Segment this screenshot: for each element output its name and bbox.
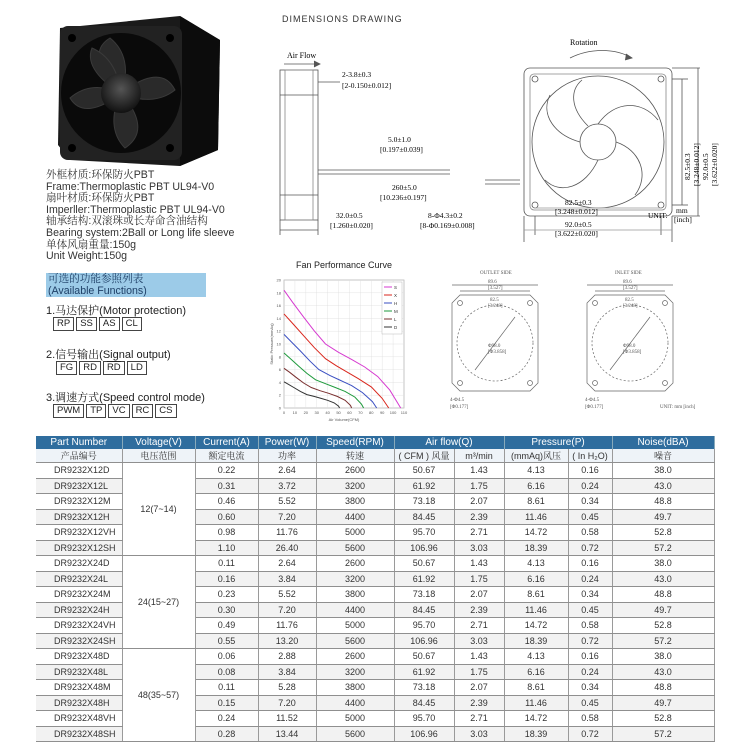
- legend-label: H: [394, 301, 398, 306]
- power-cell: 13.44: [258, 726, 316, 742]
- part-number-cell: DR9232X48SH: [36, 726, 122, 742]
- frame-width: 92.0±0.5: [565, 220, 592, 229]
- outlet-outer-width-inch: [3.527]: [488, 286, 503, 291]
- subheader: 电压范围: [122, 449, 195, 463]
- part-number-cell: DR9232X24D: [36, 556, 122, 572]
- inlet-side-label: INLET SIDE: [615, 271, 642, 276]
- speed-cell: 2600: [316, 463, 394, 479]
- speed-cell: 3800: [316, 680, 394, 696]
- table-row: [36, 649, 714, 665]
- inh2o-cell: 0.58: [568, 525, 612, 541]
- available-functions-title-en: (Available Functions): [48, 284, 147, 297]
- part-number-cell: DR9232X24VH: [36, 618, 122, 634]
- dimensions-drawing-title: DIMENSIONS DRAWING: [282, 14, 403, 24]
- inh2o-cell: 0.24: [568, 664, 612, 680]
- bearing-cn: 轴承结构:双滚珠或长寿命含油结构: [46, 215, 208, 228]
- power-cell: 3.72: [258, 478, 316, 494]
- cfm-cell: 106.96: [394, 540, 454, 556]
- mmaq-cell: 11.46: [504, 509, 568, 525]
- y-tick-label: 20: [276, 277, 281, 283]
- mmaq-cell: 18.39: [504, 726, 568, 742]
- mmaq-cell: 18.39: [504, 540, 568, 556]
- header-power: Power(W): [258, 436, 316, 449]
- noise-cell: 38.0: [612, 649, 714, 665]
- subheader: 产品编号: [36, 449, 122, 463]
- speed-cell: 5600: [316, 540, 394, 556]
- part-number-cell: DR9232X12VH: [36, 525, 122, 541]
- option-code: PWM: [53, 404, 84, 418]
- option-code: RD: [79, 361, 101, 375]
- power-cell: 7.20: [258, 695, 316, 711]
- power-cell: 11.76: [258, 525, 316, 541]
- mmaq-cell: 6.16: [504, 664, 568, 680]
- noise-cell: 52.8: [612, 525, 714, 541]
- option-code: CL: [122, 317, 142, 331]
- speed-control-codes: [53, 404, 179, 418]
- m3min-cell: 1.43: [454, 649, 504, 665]
- m3min-cell: 2.07: [454, 680, 504, 696]
- noise-cell: 52.8: [612, 711, 714, 727]
- air-flow-label: Air Flow: [287, 51, 317, 60]
- power-cell: 2.64: [258, 463, 316, 479]
- part-number-cell: DR9232X24M: [36, 587, 122, 603]
- impeller-material-cn: 扇叶材质:环保防火PBT: [46, 192, 155, 205]
- header-current: Current(A): [195, 436, 258, 449]
- noise-cell: 38.0: [612, 556, 714, 572]
- cfm-cell: 73.18: [394, 494, 454, 510]
- x-tick-label: 50: [336, 410, 341, 415]
- frame-width-inch: [3.622±0.020]: [555, 229, 598, 238]
- mmaq-cell: 8.61: [504, 494, 568, 510]
- current-cell: 0.11: [195, 556, 258, 572]
- power-cell: 2.64: [258, 556, 316, 572]
- speed-cell: 3200: [316, 664, 394, 680]
- lead-dimension: 5.0±1.0: [388, 135, 411, 144]
- thickness-dimension-inch: [1.260±0.020]: [330, 221, 373, 230]
- legend-label: S: [394, 285, 398, 290]
- bearing-en: Bearing system:2Ball or Long life sleeve: [46, 226, 235, 239]
- part-number-cell: DR9232X24L: [36, 571, 122, 587]
- legend-label: M: [394, 309, 398, 314]
- dimensions-drawing: [270, 30, 719, 245]
- m3min-cell: 3.03: [454, 726, 504, 742]
- voltage-cell: 24(15~27): [122, 556, 195, 649]
- speed-cell: 5000: [316, 711, 394, 727]
- speed-cell: 5600: [316, 633, 394, 649]
- speed-cell: 4400: [316, 695, 394, 711]
- speed-cell: 4400: [316, 509, 394, 525]
- part-number-cell: DR9232X48L: [36, 664, 122, 680]
- speed-cell: 2600: [316, 556, 394, 572]
- y-tick-label: 2: [278, 392, 281, 398]
- outlet-holes: 4-Φ4.5: [450, 398, 465, 403]
- frame-material-cn: 外框材质:环保防火PBT: [46, 169, 155, 181]
- motor-protection-label: 1.马达保护(Motor protection): [46, 305, 186, 317]
- power-cell: 11.52: [258, 711, 316, 727]
- vertical-frame-height-inch: [3.622±0.020]: [710, 143, 719, 186]
- m3min-cell: 2.07: [454, 494, 504, 510]
- m3min-cell: 2.07: [454, 587, 504, 603]
- y-tick-label: 4: [278, 379, 281, 385]
- outlet-side-label: OUTLET SIDE: [480, 271, 512, 276]
- mmaq-cell: 11.46: [504, 695, 568, 711]
- current-cell: 0.55: [195, 633, 258, 649]
- inlet-diameter-inch: [Φ3.858]: [623, 350, 642, 355]
- vertical-frame-height: 92.0±0.5: [701, 153, 710, 180]
- cfm-cell: 61.92: [394, 478, 454, 494]
- cfm-cell: 61.92: [394, 571, 454, 587]
- outlet-pitch-inch: [3.248]: [488, 304, 503, 309]
- inh2o-cell: 0.58: [568, 618, 612, 634]
- y-tick-label: 18: [276, 290, 281, 296]
- cfm-cell: 84.45: [394, 509, 454, 525]
- noise-cell: 43.0: [612, 478, 714, 494]
- speed-cell: 4400: [316, 602, 394, 618]
- impeller-material-en: Imperller:Thermoplastic PBT UL94-V0: [46, 203, 225, 216]
- y-tick-label: 0: [278, 405, 281, 411]
- current-cell: 0.49: [195, 618, 258, 634]
- m3min-cell: 2.39: [454, 695, 504, 711]
- outline-unit: UNIT: mm [inch]: [660, 405, 696, 410]
- power-cell: 5.52: [258, 494, 316, 510]
- speed-cell: 3200: [316, 478, 394, 494]
- m3min-cell: 1.43: [454, 556, 504, 572]
- weight-cn: 单体风扇重量:150g: [46, 238, 137, 251]
- depth-dimension: 2-3.8±0.3: [342, 70, 372, 79]
- cfm-cell: 50.67: [394, 463, 454, 479]
- mounting-outlines: [430, 265, 720, 415]
- outlet-diameter-inch: [Φ3.858]: [488, 350, 507, 355]
- power-cell: 26.40: [258, 540, 316, 556]
- thickness-dimension: 32.0±0.5: [336, 211, 363, 220]
- cfm-cell: 106.96: [394, 726, 454, 742]
- x-tick-label: 80: [369, 410, 374, 415]
- unit-inch: [inch]: [674, 215, 692, 224]
- noise-cell: 49.7: [612, 602, 714, 618]
- current-cell: 0.60: [195, 509, 258, 525]
- current-cell: 0.06: [195, 649, 258, 665]
- inh2o-cell: 0.45: [568, 509, 612, 525]
- header-part-number: Part Number: [36, 436, 122, 449]
- noise-cell: 57.2: [612, 633, 714, 649]
- mmaq-cell: 4.13: [504, 649, 568, 665]
- option-code: SS: [76, 317, 97, 331]
- x-tick-label: 30: [314, 410, 319, 415]
- m3min-cell: 2.71: [454, 525, 504, 541]
- hole-pitch: 82.5±0.3: [565, 198, 592, 207]
- cfm-cell: 61.92: [394, 664, 454, 680]
- subheader: 额定电流: [195, 449, 258, 463]
- m3min-cell: 1.43: [454, 463, 504, 479]
- m3min-cell: 1.75: [454, 478, 504, 494]
- inlet-diameter: Φ98.0: [623, 344, 636, 349]
- inlet-holes-inch: [Φ0.177]: [585, 405, 604, 410]
- current-cell: 0.22: [195, 463, 258, 479]
- noise-cell: 38.0: [612, 463, 714, 479]
- legend-box: [382, 282, 402, 334]
- inh2o-cell: 0.72: [568, 540, 612, 556]
- cfm-cell: 73.18: [394, 587, 454, 603]
- x-tick-label: 40: [325, 410, 330, 415]
- mmaq-cell: 8.61: [504, 680, 568, 696]
- inh2o-cell: 0.34: [568, 494, 612, 510]
- mmaq-cell: 14.72: [504, 525, 568, 541]
- part-number-cell: DR9232X48D: [36, 649, 122, 665]
- y-tick-label: 16: [276, 303, 281, 309]
- part-number-cell: DR9232X24H: [36, 602, 122, 618]
- inh2o-cell: 0.45: [568, 602, 612, 618]
- part-number-cell: DR9232X12M: [36, 494, 122, 510]
- noise-cell: 43.0: [612, 664, 714, 680]
- speed-cell: 5000: [316, 618, 394, 634]
- noise-cell: 48.8: [612, 494, 714, 510]
- inlet-holes: 4-Φ4.5: [585, 398, 600, 403]
- depth-dimension-inch: [2-0.150±0.012]: [342, 81, 392, 90]
- noise-cell: 49.7: [612, 695, 714, 711]
- y-tick-label: 10: [276, 341, 281, 347]
- x-tick-label: 90: [379, 410, 385, 415]
- subheader: (mmAq)风压: [504, 449, 568, 463]
- unit-mm: mm: [676, 206, 688, 215]
- m3min-cell: 3.03: [454, 633, 504, 649]
- m3min-cell: 1.75: [454, 664, 504, 680]
- m3min-cell: 2.39: [454, 509, 504, 525]
- legend-label: D: [394, 325, 398, 330]
- motor-protection-codes: [53, 317, 144, 331]
- available-functions-heading: [46, 273, 206, 297]
- part-number-cell: DR9232X12H: [36, 509, 122, 525]
- mmaq-cell: 14.72: [504, 711, 568, 727]
- option-code: RP: [53, 317, 74, 331]
- current-cell: 1.10: [195, 540, 258, 556]
- header-noise: Noise(dBA): [612, 436, 714, 449]
- part-number-cell: DR9232X12SH: [36, 540, 122, 556]
- m3min-cell: 2.71: [454, 711, 504, 727]
- inh2o-cell: 0.16: [568, 649, 612, 665]
- hole-dimension-inch: [8-Φ0.169±0.008]: [420, 221, 475, 230]
- outlet-diameter: Φ98.0: [488, 344, 501, 349]
- mmaq-cell: 8.61: [504, 587, 568, 603]
- inlet-outer-width: 89.6: [623, 280, 632, 285]
- chart-title: Fan Performance Curve: [296, 260, 393, 270]
- power-cell: 5.28: [258, 680, 316, 696]
- speed-control-label: 3.调速方式(Speed control mode): [46, 392, 205, 404]
- current-cell: 0.46: [195, 494, 258, 510]
- inh2o-cell: 0.58: [568, 711, 612, 727]
- header-air-flow: Air flow(Q): [394, 436, 504, 449]
- x-tick-label: 10: [292, 410, 298, 415]
- header-voltage: Voltage(V): [122, 436, 195, 449]
- y-tick-label: 8: [278, 354, 281, 360]
- inlet-outer-width-inch: [3.527]: [623, 286, 638, 291]
- cfm-cell: 50.67: [394, 649, 454, 665]
- speed-cell: 2600: [316, 649, 394, 665]
- speed-cell: 3800: [316, 587, 394, 603]
- inh2o-cell: 0.24: [568, 571, 612, 587]
- power-cell: 5.52: [258, 587, 316, 603]
- x-tick-label: 0: [282, 410, 286, 415]
- current-cell: 0.98: [195, 525, 258, 541]
- cfm-cell: 50.67: [394, 556, 454, 572]
- y-tick-label: 12: [276, 328, 281, 334]
- option-code: $\overline{RD}$: [103, 361, 125, 375]
- inh2o-cell: 0.16: [568, 463, 612, 479]
- legend-label: X: [394, 293, 398, 298]
- outlet-pitch: 82.5: [490, 298, 499, 303]
- frame-material-en: Frame:Thermoplastic PBT UL94-V0: [46, 180, 215, 193]
- part-number-cell: DR9232X12D: [36, 463, 122, 479]
- option-code: FG: [56, 361, 77, 375]
- speed-cell: 3800: [316, 494, 394, 510]
- inh2o-cell: 0.34: [568, 587, 612, 603]
- x-tick-label: 100: [389, 410, 397, 415]
- material-specs: [46, 170, 276, 263]
- mmaq-cell: 18.39: [504, 633, 568, 649]
- current-cell: 0.15: [195, 695, 258, 711]
- x-axis-label: Air Volume(CFM): [328, 417, 360, 422]
- inlet-pitch: 82.5: [625, 298, 634, 303]
- inh2o-cell: 0.72: [568, 726, 612, 742]
- y-tick-label: 14: [276, 315, 281, 321]
- mmaq-cell: 14.72: [504, 618, 568, 634]
- cfm-cell: 95.70: [394, 525, 454, 541]
- inh2o-cell: 0.34: [568, 680, 612, 696]
- signal-output-codes: [56, 361, 149, 375]
- current-cell: 0.11: [195, 680, 258, 696]
- power-cell: 3.84: [258, 571, 316, 587]
- noise-cell: 52.8: [612, 618, 714, 634]
- current-cell: 0.16: [195, 571, 258, 587]
- weight-en: Unit Weight:150g: [46, 250, 128, 263]
- current-cell: 0.30: [195, 602, 258, 618]
- m3min-cell: 2.39: [454, 602, 504, 618]
- mmaq-cell: 4.13: [504, 463, 568, 479]
- table-row: [36, 556, 714, 572]
- vertical-hole-pitch: 82.5±0.3: [683, 153, 692, 180]
- inh2o-cell: 0.45: [568, 695, 612, 711]
- performance-chart: [268, 272, 418, 432]
- part-number-cell: DR9232X24SH: [36, 633, 122, 649]
- speed-cell: 3200: [316, 571, 394, 587]
- legend-label: L: [394, 317, 397, 322]
- vertical-hole-pitch-inch: [3.248±0.012]: [692, 143, 701, 186]
- cable-length: 260±5.0: [392, 183, 417, 192]
- power-cell: 7.20: [258, 509, 316, 525]
- current-cell: 0.24: [195, 711, 258, 727]
- inh2o-cell: 0.72: [568, 633, 612, 649]
- subheader: m³/min: [454, 449, 504, 463]
- cfm-cell: 106.96: [394, 633, 454, 649]
- inlet-pitch-inch: [3.248]: [623, 304, 638, 309]
- part-number-cell: DR9232X48H: [36, 695, 122, 711]
- table-row: [36, 463, 714, 479]
- cfm-cell: 95.70: [394, 711, 454, 727]
- subheader: 噪音: [612, 449, 714, 463]
- cfm-cell: 84.45: [394, 695, 454, 711]
- cfm-cell: 84.45: [394, 602, 454, 618]
- signal-output-label: 2.信号输出(Signal output): [46, 349, 171, 361]
- hole-dimension: 8-Φ4.3±0.2: [428, 211, 463, 220]
- option-code: CS: [155, 404, 176, 418]
- hole-pitch-inch: [3.248±0.012]: [555, 207, 598, 216]
- mmaq-cell: 6.16: [504, 571, 568, 587]
- x-tick-label: 60: [347, 410, 352, 415]
- option-code: RC: [132, 404, 154, 418]
- cfm-cell: 73.18: [394, 680, 454, 696]
- power-cell: 2.88: [258, 649, 316, 665]
- current-cell: 0.08: [195, 664, 258, 680]
- power-cell: 13.20: [258, 633, 316, 649]
- part-number-cell: DR9232X48M: [36, 680, 122, 696]
- option-code: VC: [108, 404, 129, 418]
- current-cell: 0.31: [195, 478, 258, 494]
- y-tick-label: 6: [278, 367, 281, 373]
- current-cell: 0.23: [195, 587, 258, 603]
- subheader: 转速: [316, 449, 394, 463]
- noise-cell: 49.7: [612, 509, 714, 525]
- mmaq-cell: 6.16: [504, 478, 568, 494]
- noise-cell: 57.2: [612, 540, 714, 556]
- x-tick-label: 110: [400, 410, 408, 415]
- m3min-cell: 3.03: [454, 540, 504, 556]
- option-code: LD: [127, 361, 147, 375]
- part-number-cell: DR9232X12L: [36, 478, 122, 494]
- available-functions-title-cn: 可选的功能参照列表: [48, 273, 144, 285]
- header-speed: Speed(RPM): [316, 436, 394, 449]
- m3min-cell: 1.75: [454, 571, 504, 587]
- unit-label: UNIT:: [648, 211, 668, 220]
- spec-table: [36, 436, 715, 742]
- inh2o-cell: 0.16: [568, 556, 612, 572]
- voltage-cell: 12(7~14): [122, 463, 195, 556]
- x-tick-label: 20: [303, 410, 309, 415]
- noise-cell: 57.2: [612, 726, 714, 742]
- speed-cell: 5600: [316, 726, 394, 742]
- y-axis-label: Static Pressure(mmAq): [269, 323, 274, 365]
- voltage-cell: 48(35~57): [122, 649, 195, 742]
- part-number-cell: DR9232X48VH: [36, 711, 122, 727]
- option-code: TP: [86, 404, 106, 418]
- noise-cell: 48.8: [612, 680, 714, 696]
- rotation-label: Rotation: [570, 38, 598, 47]
- subheader: ( CFM ) 风量: [394, 449, 454, 463]
- subheader: 功率: [258, 449, 316, 463]
- power-cell: 3.84: [258, 664, 316, 680]
- header-pressure: Pressure(P): [504, 436, 612, 449]
- noise-cell: 43.0: [612, 571, 714, 587]
- option-code: AS: [99, 317, 120, 331]
- outlet-outer-width: 89.6: [488, 280, 497, 285]
- current-cell: 0.28: [195, 726, 258, 742]
- noise-cell: 48.8: [612, 587, 714, 603]
- inh2o-cell: 0.24: [568, 478, 612, 494]
- fan-product-photo: [30, 10, 225, 168]
- mmaq-cell: 4.13: [504, 556, 568, 572]
- mmaq-cell: 11.46: [504, 602, 568, 618]
- x-tick-label: 70: [358, 410, 363, 415]
- lead-dimension-inch: [0.197±0.039]: [380, 145, 423, 154]
- cfm-cell: 95.70: [394, 618, 454, 634]
- power-cell: 11.76: [258, 618, 316, 634]
- outlet-holes-inch: [Φ0.177]: [450, 405, 469, 410]
- m3min-cell: 2.71: [454, 618, 504, 634]
- speed-cell: 5000: [316, 525, 394, 541]
- subheader: ( In H₂O): [568, 449, 612, 463]
- power-cell: 7.20: [258, 602, 316, 618]
- cable-length-inch: [10.236±0.197]: [380, 193, 427, 202]
